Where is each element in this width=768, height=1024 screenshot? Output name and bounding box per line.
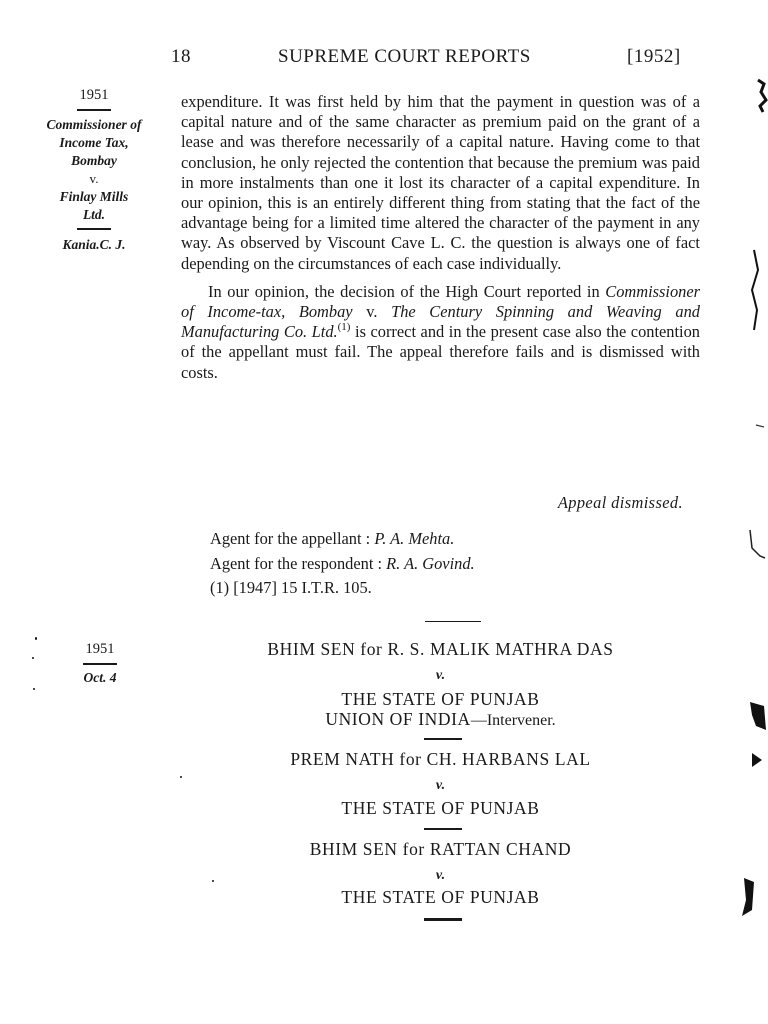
case-separator — [424, 828, 462, 830]
case-party-3: BHIM SEN for RATTAN CHAND — [309, 839, 572, 859]
header-year: [1952] — [627, 46, 681, 67]
margin-date: Oct. 4 — [83, 670, 117, 685]
paragraph-1: expenditure. It was first held by him that the payment in question was of a capital nature and of the same character as premium paid on the grant of a lease and was therefore necessarily of a capital nature. Having come to that conclusion, he only rejected the contention that because the premium was paid in more instalments than one it lost its character of a capital expenditure. In our opinion, this is an entirely different thing from stating that the fact of the advantage being for a limited time altered the character of the payment in any way. As observed by Viscount Cave L. C. the question is always one of fact depending on the circumstances of each case individually. — [181, 92, 700, 273]
margin-case-line5: Ltd. — [82, 207, 106, 222]
case-respondent-2: THE STATE OF PUNJAB — [341, 798, 540, 818]
para2-conclusion: is correct and in the present case also the contention of the appellant must fail. The appeal therefore fails and is dismissed with costs. — [181, 322, 700, 382]
section-separator — [425, 621, 481, 622]
agent-respondent-name: R. A. Govind. — [386, 553, 475, 573]
footnote: (1) [1947] 15 I.T.R. 105. — [210, 578, 372, 597]
versus-3: v. — [435, 868, 446, 883]
agent-appellant-name: P. A. Mehta. — [374, 529, 455, 548]
margin-judge: Kania.C. J. — [62, 237, 126, 252]
margin-case-line1: Commissioner of — [46, 117, 142, 132]
cited-case-name: Commissioner of Income-tax, Bombay — [181, 281, 700, 322]
case-respondent-1: THE STATE OF PUNJAB — [341, 689, 540, 709]
case-party-1: BHIM SEN for R. S. MALIK MATHRA DAS — [267, 639, 614, 659]
judgment-text — [181, 92, 700, 383]
scan-speck — [32, 657, 34, 659]
cited-case-versus: v. — [352, 302, 392, 322]
case-separator — [424, 738, 462, 740]
cited-case-name-2: The Century Spinning and Weaving and Manufacturing Co. Ltd. — [181, 302, 700, 342]
scan-speck — [180, 776, 182, 778]
agent-respondent-label: Agent for the respondent : — [210, 553, 387, 573]
case-respondent-3: THE STATE OF PUNJAB — [341, 887, 540, 907]
margin-rule — [77, 109, 111, 111]
scan-speck — [33, 688, 35, 690]
margin-case-line4: Finlay Mills — [59, 189, 129, 204]
margin-versus: v. — [89, 171, 99, 186]
scan-edge-marks — [730, 70, 768, 950]
margin-case-line2: Income Tax, — [59, 135, 129, 150]
result-line: Appeal dismissed. — [557, 493, 683, 512]
margin-rule — [77, 228, 111, 230]
intervener-name: UNION OF INDIA — [325, 709, 471, 729]
footnote-marker: (1) — [337, 321, 351, 334]
end-rule — [424, 918, 462, 921]
versus-2: v. — [435, 778, 446, 793]
paragraph-2 — [181, 282, 700, 383]
margin-case-caption — [26, 86, 162, 254]
intervener-suffix: —Intervener. — [470, 712, 556, 729]
margin-new-year: 1951 — [85, 641, 115, 657]
margin-year: 1951 — [79, 87, 109, 103]
agent-respondent — [210, 552, 475, 577]
para2-intro: In our opinion, the decision of the High Court reported in — [208, 281, 606, 301]
case-party-2: PREM NATH for CH. HARBANS LAL — [290, 749, 591, 769]
margin-new-case — [60, 640, 140, 687]
case-intervener — [181, 708, 700, 732]
scan-speck — [212, 880, 214, 882]
scan-speck — [35, 637, 37, 640]
agents-block — [210, 527, 475, 601]
margin-rule — [83, 663, 117, 665]
page-number: 18 — [171, 46, 191, 67]
running-title: SUPREME COURT REPORTS — [278, 46, 531, 67]
agent-appellant-label: Agent for the appellant : — [210, 529, 375, 548]
agent-appellant — [210, 527, 475, 552]
versus-1: v. — [435, 668, 446, 683]
margin-case-line3: Bombay — [71, 153, 117, 168]
